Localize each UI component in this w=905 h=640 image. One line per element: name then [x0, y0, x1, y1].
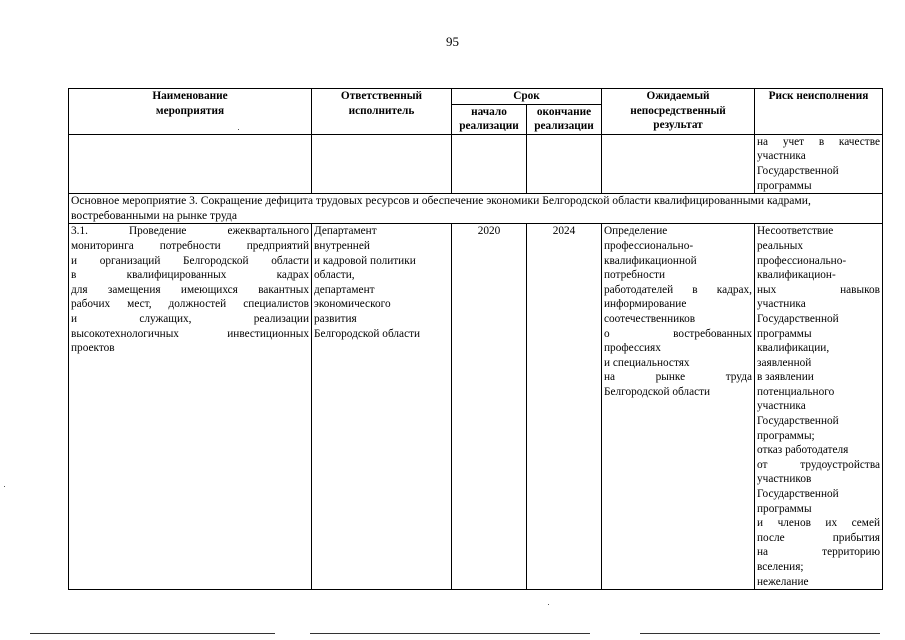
- scan-edge-line: [30, 633, 275, 634]
- continued-executor-cell: [312, 134, 452, 193]
- end-year-cell: 2024: [527, 224, 602, 590]
- scan-dot: [238, 129, 239, 130]
- header-row: [69, 89, 883, 105]
- scan-dot: [4, 486, 5, 487]
- header-end: окончание реализации: [527, 104, 602, 134]
- events-table: [68, 88, 883, 590]
- continued-row: [69, 134, 883, 193]
- page-number: 95: [446, 34, 459, 49]
- continued-risk-cell: на учет в качестве участника Государственной программы: [755, 134, 883, 193]
- executor-cell: Департамент внутренней и кадровой политики области, департамент экономического развития Белгородской области: [312, 224, 452, 590]
- header-expected-result: Ожидаемый непосредственный результат: [602, 89, 755, 135]
- continued-start-cell: [452, 134, 527, 193]
- header-start: начало реализации: [452, 104, 527, 134]
- table-row: [69, 224, 883, 590]
- main-event-title: Основное мероприятие 3. Сокращение дефицита трудовых ресурсов и обеспечение экономики Белгородской области квалифицированными кадрами, востребованными на рынке труда: [69, 194, 883, 224]
- event-name-cell: 3.1. Проведение ежеквартального мониторинга потребности предприятий и организаций Белгородской области в квалифицированных кадрах для замещения имеющихся вакантных рабочих мест, должностей специалистов и служащих, реализации высокотехнологичных инвестиционных проектов: [69, 224, 312, 590]
- header-term: Срок: [452, 89, 602, 105]
- risk-cell: Несоответствие реальных профессионально- квалификацион- ных навыков участника Государственной программы квалификации, заявленной в заявлении потенциального участника Государственной программы; отказ работодателя от трудоустройства участников Государственной программы и членов их семей после прибытия на территорию вселения; нежелание: [755, 224, 883, 590]
- scan-dot: [548, 604, 549, 605]
- continued-end-cell: [527, 134, 602, 193]
- continued-result-cell: [602, 134, 755, 193]
- header-executor: Ответственный исполнитель: [312, 89, 452, 135]
- scan-edge-line: [310, 633, 590, 634]
- start-year-cell: 2020: [452, 224, 527, 590]
- continued-name-cell: [69, 134, 312, 193]
- scan-edge-line: [640, 633, 880, 634]
- header-event-name: Наименование мероприятия: [69, 89, 312, 135]
- main-event-row: [69, 194, 883, 224]
- expected-result-cell: Определение профессионально- квалификационной потребности работодателей в кадрах, информирование соотечественников о востребованных профессиях и специальностях на рынке труда Белгородской области: [602, 224, 755, 590]
- header-risk: Риск неисполнения: [755, 89, 883, 135]
